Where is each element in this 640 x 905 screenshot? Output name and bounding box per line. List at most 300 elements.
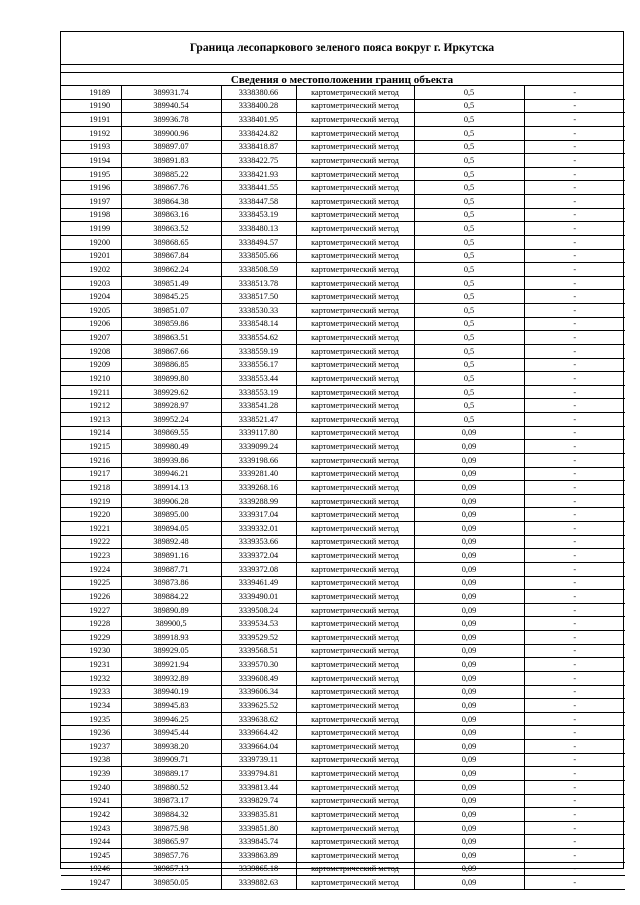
table-row: [61, 549, 625, 563]
table-row: [61, 290, 625, 304]
table-row: [61, 113, 625, 127]
method-cell: картометрический метод: [296, 344, 414, 358]
point-number-cell: 19203: [61, 276, 121, 290]
accuracy-cell: 0,09: [414, 562, 524, 576]
table-row: [61, 99, 625, 113]
x-coordinate-cell: 389938.20: [121, 740, 221, 754]
accuracy-cell: 0,5: [414, 195, 524, 209]
method-cell: картометрический метод: [296, 644, 414, 658]
table-row: [61, 808, 625, 822]
y-coordinate-cell: 3339794.81: [221, 767, 296, 781]
point-number-cell: 19194: [61, 154, 121, 168]
y-coordinate-cell: 3339461.49: [221, 576, 296, 590]
point-number-cell: 19231: [61, 658, 121, 672]
x-coordinate-cell: 389929.05: [121, 644, 221, 658]
accuracy-cell: 0,5: [414, 208, 524, 222]
x-coordinate-cell: 389850.05: [121, 876, 221, 890]
method-cell: картометрический метод: [296, 126, 414, 140]
table-row: [61, 508, 625, 522]
table-row: [61, 494, 625, 508]
x-coordinate-cell: 389884.22: [121, 590, 221, 604]
accuracy-cell: 0,5: [414, 413, 524, 427]
note-cell: -: [524, 304, 625, 318]
method-cell: картометрический метод: [296, 522, 414, 536]
note-cell: -: [524, 671, 625, 685]
table-row: [61, 644, 625, 658]
x-coordinate-cell: 389980.49: [121, 440, 221, 454]
method-cell: картометрический метод: [296, 617, 414, 631]
method-cell: картометрический метод: [296, 603, 414, 617]
y-coordinate-cell: 3338480.13: [221, 222, 296, 236]
x-coordinate-cell: 389899.80: [121, 372, 221, 386]
note-cell: -: [524, 562, 625, 576]
document-title: Граница лесопаркового зеленого пояса вокруг г. Иркутска: [61, 32, 623, 65]
note-cell: -: [524, 780, 625, 794]
accuracy-cell: 0,09: [414, 617, 524, 631]
y-coordinate-cell: 3339353.66: [221, 535, 296, 549]
accuracy-cell: 0,09: [414, 780, 524, 794]
note-cell: -: [524, 522, 625, 536]
point-number-cell: 19233: [61, 685, 121, 699]
accuracy-cell: 0,5: [414, 358, 524, 372]
method-cell: картометрический метод: [296, 685, 414, 699]
method-cell: картометрический метод: [296, 304, 414, 318]
y-coordinate-cell: 3338400.28: [221, 99, 296, 113]
method-cell: картометрический метод: [296, 767, 414, 781]
y-coordinate-cell: 3338541.28: [221, 399, 296, 413]
table-row: [61, 658, 625, 672]
table-row: [61, 276, 625, 290]
accuracy-cell: 0,5: [414, 167, 524, 181]
note-cell: -: [524, 808, 625, 822]
point-number-cell: 19198: [61, 208, 121, 222]
point-number-cell: 19189: [61, 86, 121, 99]
accuracy-cell: 0,5: [414, 235, 524, 249]
y-coordinate-cell: 3339332.01: [221, 522, 296, 536]
point-number-cell: 19235: [61, 712, 121, 726]
x-coordinate-cell: 389946.21: [121, 467, 221, 481]
y-coordinate-cell: 3339490.01: [221, 590, 296, 604]
x-coordinate-cell: 389867.84: [121, 249, 221, 263]
y-coordinate-cell: 3339099.24: [221, 440, 296, 454]
point-number-cell: 19206: [61, 317, 121, 331]
method-cell: картометрический метод: [296, 794, 414, 808]
table-row: [61, 685, 625, 699]
x-coordinate-cell: 389863.51: [121, 331, 221, 345]
table-row: [61, 617, 625, 631]
x-coordinate-cell: 389940.54: [121, 99, 221, 113]
table-row: [61, 304, 625, 318]
x-coordinate-cell: 389895.00: [121, 508, 221, 522]
y-coordinate-cell: 3339288.99: [221, 494, 296, 508]
note-cell: -: [524, 753, 625, 767]
note-cell: -: [524, 712, 625, 726]
point-number-cell: 19192: [61, 126, 121, 140]
x-coordinate-cell: 389863.16: [121, 208, 221, 222]
accuracy-cell: 0,09: [414, 590, 524, 604]
accuracy-cell: 0,5: [414, 181, 524, 195]
table-row: [61, 835, 625, 849]
y-coordinate-cell: 3339835.81: [221, 808, 296, 822]
method-cell: картометрический метод: [296, 385, 414, 399]
method-cell: картометрический метод: [296, 562, 414, 576]
note-cell: -: [524, 453, 625, 467]
document-frame: [60, 31, 624, 888]
method-cell: картометрический метод: [296, 508, 414, 522]
note-cell: -: [524, 167, 625, 181]
method-cell: картометрический метод: [296, 331, 414, 345]
accuracy-cell: 0,09: [414, 671, 524, 685]
y-coordinate-cell: 3339664.42: [221, 726, 296, 740]
note-cell: -: [524, 372, 625, 386]
method-cell: картометрический метод: [296, 358, 414, 372]
accuracy-cell: 0,5: [414, 154, 524, 168]
note-cell: -: [524, 631, 625, 645]
y-coordinate-cell: 3339268.16: [221, 481, 296, 495]
note-cell: -: [524, 508, 625, 522]
point-number-cell: 19205: [61, 304, 121, 318]
note-cell: -: [524, 576, 625, 590]
method-cell: картометрический метод: [296, 631, 414, 645]
accuracy-cell: 0,09: [414, 726, 524, 740]
y-coordinate-cell: 3338494.57: [221, 235, 296, 249]
note-cell: -: [524, 426, 625, 440]
note-cell: -: [524, 794, 625, 808]
point-number-cell: 19209: [61, 358, 121, 372]
table-row: [61, 140, 625, 154]
x-coordinate-cell: 389857.13: [121, 862, 221, 876]
coordinates-table: [61, 86, 625, 890]
point-number-cell: 19211: [61, 385, 121, 399]
spacer-row: [61, 65, 623, 73]
note-cell: -: [524, 590, 625, 604]
accuracy-cell: 0,09: [414, 440, 524, 454]
accuracy-cell: 0,5: [414, 140, 524, 154]
y-coordinate-cell: 3338441.55: [221, 181, 296, 195]
accuracy-cell: 0,09: [414, 821, 524, 835]
y-coordinate-cell: 3339570.30: [221, 658, 296, 672]
method-cell: картометрический метод: [296, 208, 414, 222]
section-subtitle: Сведения о местоположении границ объекта: [61, 73, 623, 86]
method-cell: картометрический метод: [296, 399, 414, 413]
x-coordinate-cell: 389869.55: [121, 426, 221, 440]
y-coordinate-cell: 3338530.33: [221, 304, 296, 318]
x-coordinate-cell: 389897.07: [121, 140, 221, 154]
table-row: [61, 862, 625, 876]
point-number-cell: 19241: [61, 794, 121, 808]
accuracy-cell: 0,09: [414, 876, 524, 890]
accuracy-cell: 0,5: [414, 263, 524, 277]
table-row: [61, 426, 625, 440]
point-number-cell: 19201: [61, 249, 121, 263]
point-number-cell: 19247: [61, 876, 121, 890]
x-coordinate-cell: 389932.89: [121, 671, 221, 685]
x-coordinate-cell: 389867.66: [121, 344, 221, 358]
table-row: [61, 263, 625, 277]
x-coordinate-cell: 389894.05: [121, 522, 221, 536]
note-cell: -: [524, 99, 625, 113]
y-coordinate-cell: 3338418.87: [221, 140, 296, 154]
x-coordinate-cell: 389885.22: [121, 167, 221, 181]
accuracy-cell: 0,5: [414, 399, 524, 413]
accuracy-cell: 0,09: [414, 849, 524, 863]
method-cell: картометрический метод: [296, 249, 414, 263]
note-cell: -: [524, 208, 625, 222]
method-cell: картометрический метод: [296, 440, 414, 454]
method-cell: картометрический метод: [296, 780, 414, 794]
table-row: [61, 467, 625, 481]
accuracy-cell: 0,5: [414, 317, 524, 331]
table-row: [61, 453, 625, 467]
table-row: [61, 631, 625, 645]
y-coordinate-cell: 3339608.49: [221, 671, 296, 685]
accuracy-cell: 0,09: [414, 740, 524, 754]
y-coordinate-cell: 3339534.53: [221, 617, 296, 631]
table-row: [61, 344, 625, 358]
x-coordinate-cell: 389867.76: [121, 181, 221, 195]
table-row: [61, 535, 625, 549]
point-number-cell: 19230: [61, 644, 121, 658]
point-number-cell: 19196: [61, 181, 121, 195]
y-coordinate-cell: 3338554.62: [221, 331, 296, 345]
y-coordinate-cell: 3339568.51: [221, 644, 296, 658]
table-row: [61, 576, 625, 590]
x-coordinate-cell: 389868.65: [121, 235, 221, 249]
note-cell: -: [524, 140, 625, 154]
table-row: [61, 413, 625, 427]
accuracy-cell: 0,5: [414, 86, 524, 99]
table-row: [61, 671, 625, 685]
accuracy-cell: 0,09: [414, 685, 524, 699]
note-cell: -: [524, 249, 625, 263]
y-coordinate-cell: 3339117.80: [221, 426, 296, 440]
x-coordinate-cell: 389880.52: [121, 780, 221, 794]
y-coordinate-cell: 3339882.63: [221, 876, 296, 890]
table-row: [61, 222, 625, 236]
accuracy-cell: 0,09: [414, 699, 524, 713]
x-coordinate-cell: 389845.25: [121, 290, 221, 304]
accuracy-cell: 0,09: [414, 453, 524, 467]
note-cell: -: [524, 263, 625, 277]
point-number-cell: 19240: [61, 780, 121, 794]
y-coordinate-cell: 3339606.34: [221, 685, 296, 699]
method-cell: картометрический метод: [296, 862, 414, 876]
table-row: [61, 249, 625, 263]
x-coordinate-cell: 389859.86: [121, 317, 221, 331]
point-number-cell: 19200: [61, 235, 121, 249]
accuracy-cell: 0,09: [414, 794, 524, 808]
point-number-cell: 19207: [61, 331, 121, 345]
method-cell: картометрический метод: [296, 726, 414, 740]
table-row: [61, 154, 625, 168]
table-row: [61, 726, 625, 740]
point-number-cell: 19197: [61, 195, 121, 209]
note-cell: -: [524, 399, 625, 413]
accuracy-cell: 0,5: [414, 331, 524, 345]
method-cell: картометрический метод: [296, 167, 414, 181]
x-coordinate-cell: 389914.13: [121, 481, 221, 495]
accuracy-cell: 0,09: [414, 549, 524, 563]
table-row: [61, 86, 625, 99]
method-cell: картометрический метод: [296, 181, 414, 195]
note-cell: -: [524, 876, 625, 890]
point-number-cell: 19214: [61, 426, 121, 440]
method-cell: картометрический метод: [296, 263, 414, 277]
note-cell: -: [524, 276, 625, 290]
point-number-cell: 19208: [61, 344, 121, 358]
x-coordinate-cell: 389906.28: [121, 494, 221, 508]
accuracy-cell: 0,09: [414, 522, 524, 536]
table-row: [61, 522, 625, 536]
y-coordinate-cell: 3338508.59: [221, 263, 296, 277]
note-cell: -: [524, 726, 625, 740]
table-row: [61, 126, 625, 140]
note-cell: -: [524, 317, 625, 331]
accuracy-cell: 0,5: [414, 276, 524, 290]
accuracy-cell: 0,09: [414, 753, 524, 767]
point-number-cell: 19202: [61, 263, 121, 277]
y-coordinate-cell: 3339372.08: [221, 562, 296, 576]
accuracy-cell: 0,09: [414, 603, 524, 617]
method-cell: картометрический метод: [296, 808, 414, 822]
note-cell: -: [524, 658, 625, 672]
y-coordinate-cell: 3338556.17: [221, 358, 296, 372]
point-number-cell: 19218: [61, 481, 121, 495]
y-coordinate-cell: 3338401.95: [221, 113, 296, 127]
table-row: [61, 385, 625, 399]
note-cell: -: [524, 86, 625, 99]
point-number-cell: 19226: [61, 590, 121, 604]
y-coordinate-cell: 3338553.44: [221, 372, 296, 386]
accuracy-cell: 0,5: [414, 385, 524, 399]
table-row: [61, 821, 625, 835]
note-cell: -: [524, 235, 625, 249]
x-coordinate-cell: 389900,5: [121, 617, 221, 631]
accuracy-cell: 0,09: [414, 576, 524, 590]
method-cell: картометрический метод: [296, 658, 414, 672]
note-cell: -: [524, 440, 625, 454]
method-cell: картометрический метод: [296, 699, 414, 713]
table-row: [61, 167, 625, 181]
method-cell: картометрический метод: [296, 740, 414, 754]
note-cell: -: [524, 481, 625, 495]
point-number-cell: 19232: [61, 671, 121, 685]
accuracy-cell: 0,09: [414, 535, 524, 549]
x-coordinate-cell: 389891.83: [121, 154, 221, 168]
method-cell: картометрический метод: [296, 671, 414, 685]
method-cell: картометрический метод: [296, 140, 414, 154]
point-number-cell: 19219: [61, 494, 121, 508]
accuracy-cell: 0,09: [414, 494, 524, 508]
point-number-cell: 19227: [61, 603, 121, 617]
accuracy-cell: 0,09: [414, 658, 524, 672]
y-coordinate-cell: 3339198.66: [221, 453, 296, 467]
point-number-cell: 19217: [61, 467, 121, 481]
note-cell: -: [524, 821, 625, 835]
y-coordinate-cell: 3339813.44: [221, 780, 296, 794]
table-row: [61, 767, 625, 781]
y-coordinate-cell: 3339851.80: [221, 821, 296, 835]
table-row: [61, 740, 625, 754]
table-row: [61, 753, 625, 767]
point-number-cell: 19221: [61, 522, 121, 536]
accuracy-cell: 0,09: [414, 862, 524, 876]
y-coordinate-cell: 3339829.74: [221, 794, 296, 808]
method-cell: картометрический метод: [296, 576, 414, 590]
point-number-cell: 19238: [61, 753, 121, 767]
point-number-cell: 19244: [61, 835, 121, 849]
coordinates-table-body: [61, 86, 625, 889]
note-cell: -: [524, 767, 625, 781]
x-coordinate-cell: 389891.16: [121, 549, 221, 563]
y-coordinate-cell: 3339664.04: [221, 740, 296, 754]
x-coordinate-cell: 389884.32: [121, 808, 221, 822]
note-cell: -: [524, 358, 625, 372]
x-coordinate-cell: 389946.25: [121, 712, 221, 726]
method-cell: картометрический метод: [296, 712, 414, 726]
y-coordinate-cell: 3338422.75: [221, 154, 296, 168]
y-coordinate-cell: 3338453.19: [221, 208, 296, 222]
table-row: [61, 699, 625, 713]
point-number-cell: 19210: [61, 372, 121, 386]
x-coordinate-cell: 389862.24: [121, 263, 221, 277]
table-row: [61, 195, 625, 209]
point-number-cell: 19216: [61, 453, 121, 467]
accuracy-cell: 0,5: [414, 344, 524, 358]
note-cell: -: [524, 617, 625, 631]
table-row: [61, 317, 625, 331]
table-row: [61, 780, 625, 794]
note-cell: -: [524, 290, 625, 304]
accuracy-cell: 0,5: [414, 99, 524, 113]
table-row: [61, 876, 625, 890]
point-number-cell: 19228: [61, 617, 121, 631]
note-cell: -: [524, 494, 625, 508]
x-coordinate-cell: 389945.83: [121, 699, 221, 713]
method-cell: картометрический метод: [296, 453, 414, 467]
accuracy-cell: 0,09: [414, 481, 524, 495]
y-coordinate-cell: 3339739.11: [221, 753, 296, 767]
x-coordinate-cell: 389851.07: [121, 304, 221, 318]
accuracy-cell: 0,09: [414, 808, 524, 822]
method-cell: картометрический метод: [296, 549, 414, 563]
method-cell: картометрический метод: [296, 276, 414, 290]
table-row: [61, 399, 625, 413]
table-row: [61, 440, 625, 454]
method-cell: картометрический метод: [296, 494, 414, 508]
x-coordinate-cell: 389887.71: [121, 562, 221, 576]
method-cell: картометрический метод: [296, 99, 414, 113]
method-cell: картометрический метод: [296, 222, 414, 236]
method-cell: картометрический метод: [296, 235, 414, 249]
point-number-cell: 19234: [61, 699, 121, 713]
x-coordinate-cell: 389939.86: [121, 453, 221, 467]
method-cell: картометрический метод: [296, 317, 414, 331]
point-number-cell: 19191: [61, 113, 121, 127]
y-coordinate-cell: 3339372.04: [221, 549, 296, 563]
note-cell: -: [524, 685, 625, 699]
method-cell: картометрический метод: [296, 426, 414, 440]
method-cell: картометрический метод: [296, 372, 414, 386]
note-cell: -: [524, 862, 625, 876]
x-coordinate-cell: 389873.17: [121, 794, 221, 808]
method-cell: картометрический метод: [296, 753, 414, 767]
x-coordinate-cell: 389936.78: [121, 113, 221, 127]
y-coordinate-cell: 3339865.18: [221, 862, 296, 876]
note-cell: -: [524, 154, 625, 168]
accuracy-cell: 0,09: [414, 467, 524, 481]
accuracy-cell: 0,09: [414, 508, 524, 522]
